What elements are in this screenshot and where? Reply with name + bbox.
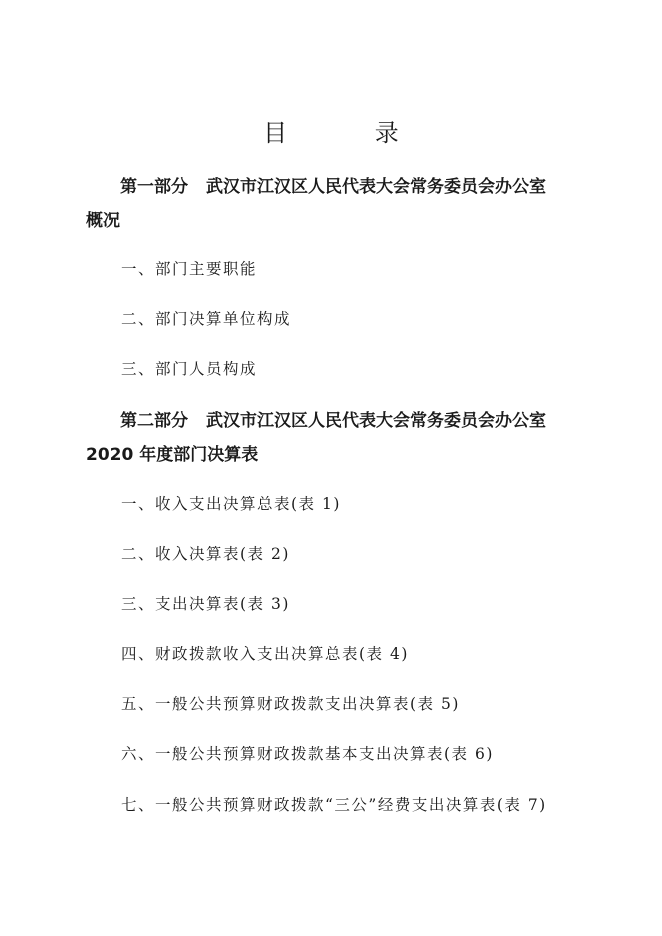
toc-item-1-2[interactable]: 二、部门决算单位构成 [121, 310, 292, 328]
toc-item-1-3[interactable]: 三、部门人员构成 [121, 360, 258, 378]
part2-title-line1: 武汉市江汉区人民代表大会常务委员会办公室 [206, 411, 546, 431]
part1-heading-line1 [86, 170, 586, 204]
part2-heading-line1 [86, 404, 586, 438]
toc-item-2-2[interactable]: 二、收入决算表(表 2) [121, 545, 290, 563]
toc-item-1-1[interactable]: 一、部门主要职能 [121, 260, 258, 278]
page-title: 目 录 [263, 119, 439, 147]
toc-item-2-7[interactable]: 七、一般公共预算财政拨款“三公”经费支出决算表(表 7) [121, 796, 547, 814]
toc-item-2-3[interactable]: 三、支出决算表(表 3) [121, 595, 290, 613]
part2-heading [86, 404, 586, 472]
part1-label: 第一部分 [120, 177, 188, 197]
toc-item-2-5[interactable]: 五、一般公共预算财政拨款支出决算表(表 5) [121, 695, 460, 713]
part1-title-line2: 概况 [86, 211, 120, 231]
part2-label: 第二部分 [120, 411, 188, 431]
toc-item-2-4[interactable]: 四、财政拨款收入支出决算总表(表 4) [121, 645, 409, 663]
toc-item-2-1[interactable]: 一、收入支出决算总表(表 1) [121, 495, 341, 513]
part1-heading [86, 170, 586, 238]
part1-title-line1: 武汉市江汉区人民代表大会常务委员会办公室 [206, 177, 546, 197]
part2-title-line2: 2020 年度部门决算表 [86, 445, 259, 465]
toc-item-2-6[interactable]: 六、一般公共预算财政拨款基本支出决算表(表 6) [121, 745, 494, 763]
